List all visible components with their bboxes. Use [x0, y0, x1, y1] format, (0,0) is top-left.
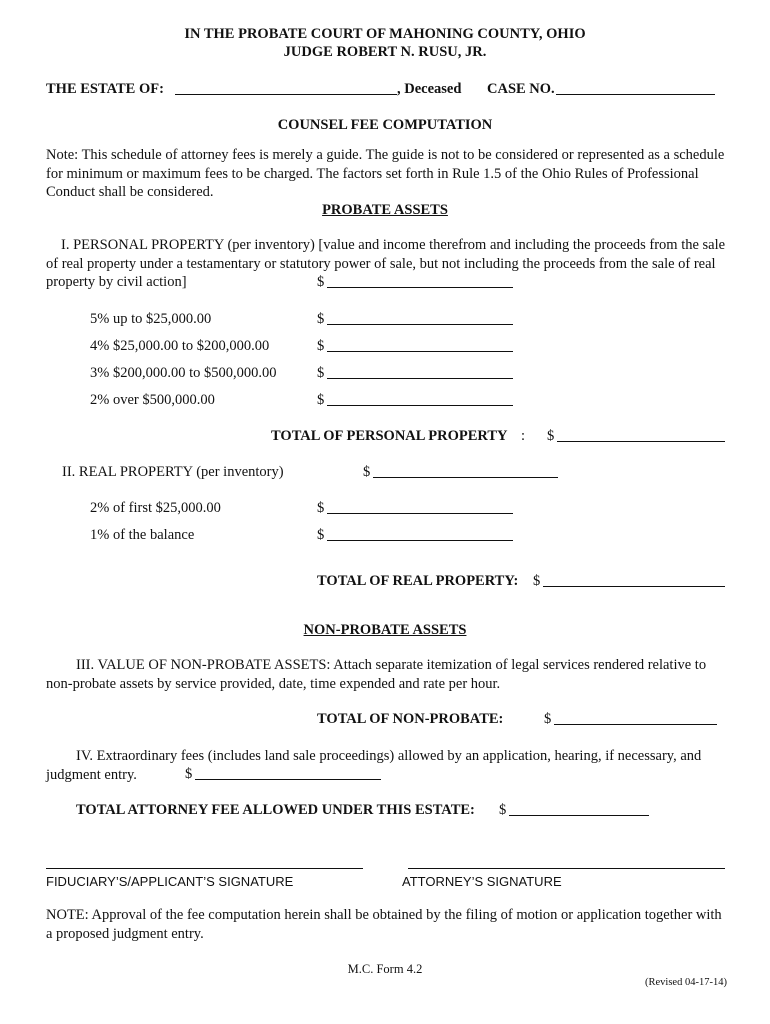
form-number: M.C. Form 4.2: [347, 962, 423, 976]
estate-name-field[interactable]: [175, 81, 397, 95]
dollar-sign: $: [317, 274, 325, 290]
dollar-sign: $: [185, 766, 193, 782]
dollar-sign: $: [317, 365, 325, 381]
dollar-sign: $: [317, 311, 325, 327]
attorney-signature-line[interactable]: [408, 868, 725, 869]
judge-name: JUDGE ROBERT N. RUSU, JR.: [283, 44, 487, 60]
rate-label: 4% $25,000.00 to $200,000.00: [90, 338, 270, 354]
total-attorney-fee-label: TOTAL ATTORNEY FEE ALLOWED UNDER THIS ESTATE:: [76, 802, 475, 818]
rate-label: 1% of the balance: [90, 527, 195, 543]
real-property-value-field[interactable]: [373, 464, 558, 478]
fiduciary-signature-label: FIDUCIARY’S/APPLICANT’S SIGNATURE: [46, 874, 294, 889]
total-personal-property-field[interactable]: [557, 428, 725, 442]
form-title: COUNSEL FEE COMPUTATION: [277, 117, 493, 133]
rate-amount-field[interactable]: [327, 527, 513, 541]
total-non-probate-label: TOTAL OF NON-PROBATE:: [317, 711, 504, 727]
closing-note: NOTE: Approval of the fee computation herein shall be obtained by the filing of motion or application together with a proposed judgment entry.: [46, 907, 722, 942]
dollar-sign: $: [317, 500, 325, 516]
rate-label: 2% of first $25,000.00: [90, 500, 221, 516]
guide-note: Note: This schedule of attorney fees is merely a guide. The guide is not to be considered or represented as a schedule for minimum or maximum fees to be charged. The factors set forth in Rule 1.5 of the Ohio Rules of Professional Conduct shall be considered.: [46, 147, 725, 200]
rate-amount-field[interactable]: [327, 311, 513, 325]
non-probate-value-desc: III. VALUE OF NON-PROBATE ASSETS: Attach separate itemization of legal services rendered relative to non-probate assets by service provided, date, time expended and rate per hour.: [46, 657, 707, 692]
personal-property-desc: I. PERSONAL PROPERTY (per inventory) [value and income therefrom and including the proceeds from the sale of real property under a testamentary or statutory power of sale, but not including the proceeds from the sale of real property by civil action]: [46, 237, 726, 290]
probate-assets-heading: PROBATE ASSETS: [322, 202, 448, 218]
real-property-label: II. REAL PROPERTY (per inventory): [62, 464, 284, 480]
colon: :: [521, 428, 526, 444]
total-real-property-field[interactable]: [543, 573, 725, 587]
dollar-sign: $: [499, 802, 507, 818]
total-personal-property-label: TOTAL OF PERSONAL PROPERTY: [271, 428, 508, 444]
dollar-sign: $: [544, 711, 552, 727]
rate-amount-field[interactable]: [327, 392, 513, 406]
rate-amount-field[interactable]: [327, 338, 513, 352]
fiduciary-signature-line[interactable]: [46, 868, 363, 869]
rate-label: 2% over $500,000.00: [90, 392, 215, 408]
rate-amount-field[interactable]: [327, 365, 513, 379]
dollar-sign: $: [317, 527, 325, 543]
dollar-sign: $: [317, 338, 325, 354]
rate-amount-field[interactable]: [327, 500, 513, 514]
extraordinary-fees-desc: IV. Extraordinary fees (includes land sale proceedings) allowed by an application, hearing, if necessary, and judgment entry.: [46, 748, 702, 783]
dollar-sign: $: [363, 464, 371, 480]
rate-label: 3% $200,000.00 to $500,000.00: [90, 365, 277, 381]
case-number-label: CASE NO.: [487, 81, 555, 97]
total-attorney-fee-field[interactable]: [509, 802, 649, 816]
attorney-signature-label: ATTORNEY’S SIGNATURE: [402, 874, 562, 889]
dollar-sign: $: [533, 573, 541, 589]
deceased-label: , Deceased: [397, 81, 462, 97]
extraordinary-fees-field[interactable]: [195, 766, 381, 780]
total-non-probate-field[interactable]: [554, 711, 717, 725]
rate-label: 5% up to $25,000.00: [90, 311, 212, 327]
case-number-field[interactable]: [556, 81, 715, 95]
dollar-sign: $: [547, 428, 555, 444]
total-real-property-label: TOTAL OF REAL PROPERTY:: [317, 573, 519, 589]
estate-label: THE ESTATE OF:: [46, 81, 164, 97]
personal-property-value-field[interactable]: [327, 274, 513, 288]
non-probate-heading: NON-PROBATE ASSETS: [303, 622, 467, 638]
revision-date: (Revised 04-17-14): [645, 977, 727, 988]
dollar-sign: $: [317, 392, 325, 408]
court-title: IN THE PROBATE COURT OF MAHONING COUNTY, OHIO: [184, 26, 586, 42]
